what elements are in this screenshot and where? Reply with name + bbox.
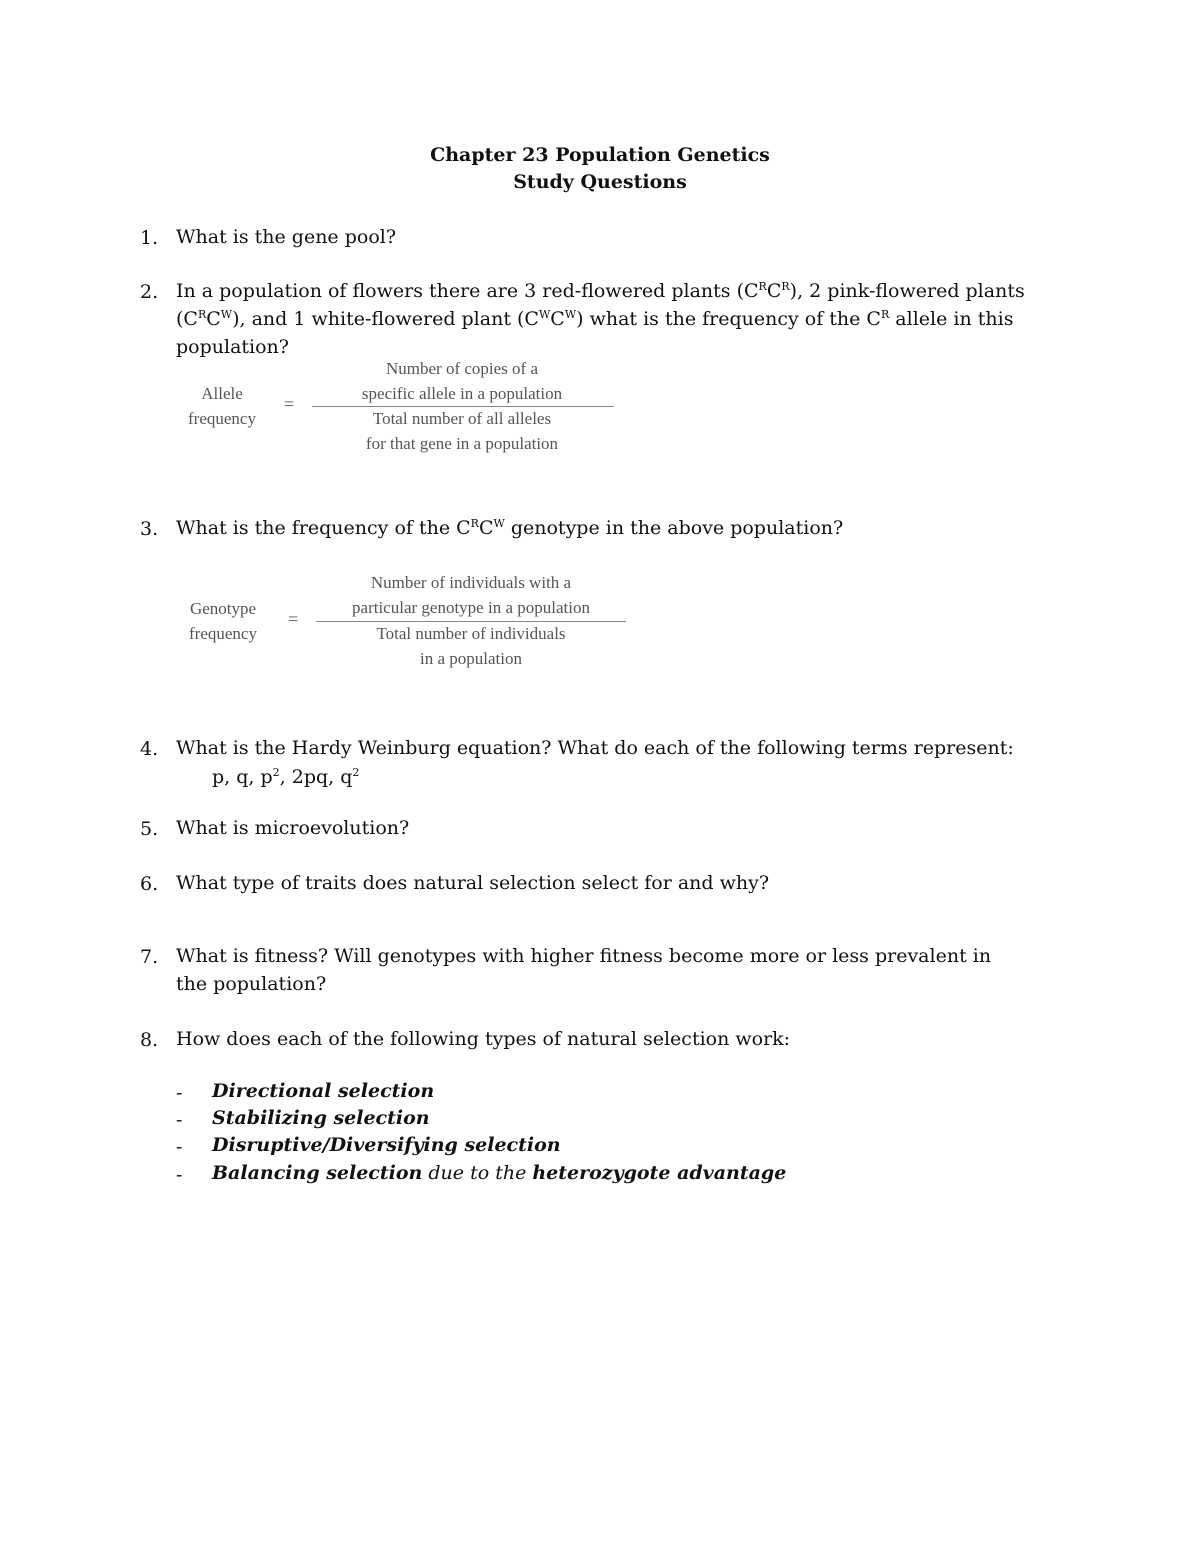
list-item-stabilizing: Stabilizing selection [212,1107,430,1129]
list-bullet: - [176,1109,183,1131]
question-number-3: 3. [140,518,159,540]
question-2-text: In a population of flowers there are 3 red-flowered plants $(C^RC^R)$, 2 pink-flowered plants $(C^RC^W)$, and 1 white-flowered plant $(C^WC^W)$ what is the frequency of the $C^R$ allele in this population? [176,280,1025,358]
question-number-5: 5. [140,818,159,840]
allele-frequency-formula [170,356,630,466]
question-number-6: 6. [140,873,159,895]
question-5-text: What is microevolution? [176,817,410,839]
formula-equals: = [288,609,299,629]
question-number-7: 7. [140,946,159,968]
question-4-text: What is the Hardy Weinburg equation? What do each of the following terms represent: [176,737,1014,759]
question-6-text: What type of traits does natural selection select for and why? [176,872,770,894]
question-1-text: What is the gene pool? [176,226,397,248]
question-3-text: What is the frequency of the $C^RC^W$ genotype in the above population? [176,517,844,539]
formula-lhs: Allele frequency [188,384,256,428]
list-item-directional: Directional selection [212,1080,435,1102]
list-item-balancing: Balancing selection due to the heterozygote advantage [212,1162,787,1184]
document-subtitle: Study Questions [513,171,687,193]
question-7-text: What is fitness? Will genotypes with higher fitness become more or less prevalent in the population? [176,945,992,995]
list-item-disruptive: Disruptive/Diversifying selection [212,1134,561,1156]
formula-denominator: Total number of all alleles for that gene in a population [365,409,559,453]
formula-denominator: Total number of individuals in a population [376,624,566,668]
list-bullet: - [176,1164,183,1186]
question-number-8: 8. [140,1029,159,1051]
hardy-weinberg-terms: p, q, $p^2$, 2pq, $q^2$ [212,766,360,788]
list-bullet: - [176,1082,183,1104]
question-number-1: 1. [140,227,159,249]
formula-lhs: Genotype frequency [189,599,257,643]
formula-numerator: Number of copies of a specific allele in a population [361,359,563,403]
question-number-2: 2. [140,281,159,303]
genotype-frequency-formula [170,570,640,680]
formula-equals: = [284,394,295,414]
question-number-4: 4. [140,738,159,760]
question-8-text: How does each of the following types of natural selection work: [176,1028,791,1050]
formula-numerator: Number of individuals with a particular genotype in a population [352,573,590,617]
document-title: Chapter 23 Population Genetics [430,144,770,166]
list-bullet: - [176,1136,183,1158]
